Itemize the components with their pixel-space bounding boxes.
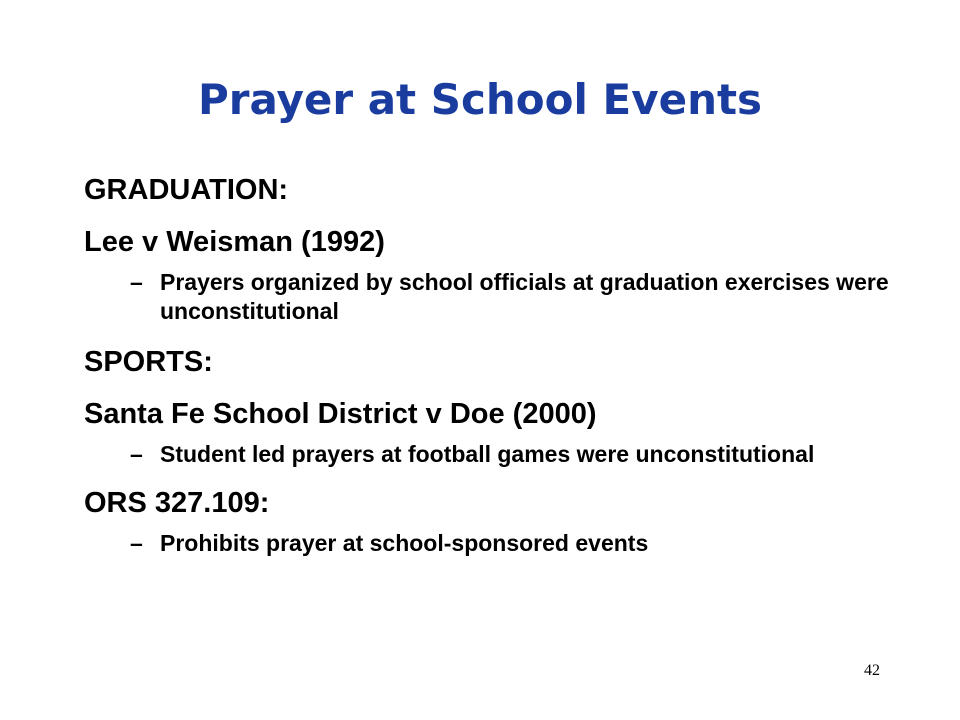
slide-content	[84, 170, 904, 572]
case-name-lee-v-weisman: Lee v Weisman (1992)	[84, 226, 385, 258]
bullet-ors	[84, 529, 904, 558]
section-heading-graduation: GRADUATION:	[84, 174, 289, 206]
bullet-text: Prohibits prayer at school-sponsored events	[160, 530, 649, 556]
slide-title: Prayer at School Events	[197, 75, 763, 124]
bullet-text: Student led prayers at football games were unconstitutional	[160, 441, 815, 467]
page-number: 42	[864, 662, 880, 679]
bullet-dash: –	[130, 269, 143, 295]
section-heading-sports: SPORTS:	[84, 346, 213, 378]
bullet-graduation	[84, 268, 904, 326]
bullet-text: Prayers organized by school officials at graduation exercises were unconstitutional	[160, 269, 889, 324]
bullet-dash: –	[130, 441, 143, 467]
bullet-sports	[84, 440, 904, 469]
bullet-dash: –	[130, 530, 143, 556]
case-name-santa-fe-v-doe: Santa Fe School District v Doe (2000)	[84, 398, 597, 430]
section-heading-ors: ORS 327.109:	[84, 487, 270, 519]
